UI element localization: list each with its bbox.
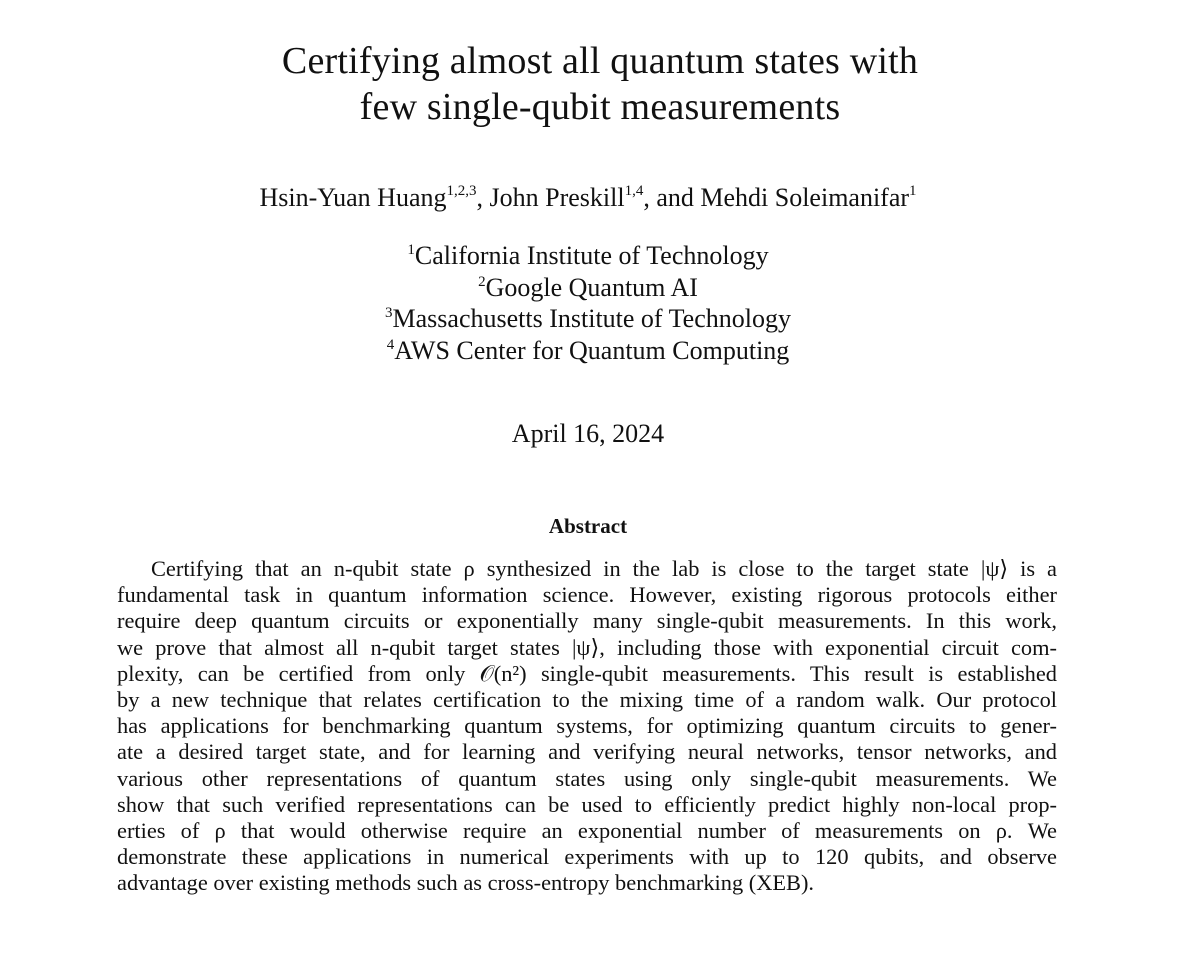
affiliation-name: California Institute of Technology: [414, 241, 769, 270]
paper-title: [0, 38, 1200, 130]
abstract-line: advantage over existing methods such as cross-entropy benchmarking (XEB).: [117, 870, 815, 896]
author-name: Hsin-Yuan Huang: [259, 183, 447, 212]
publication-date: April 16, 2024: [511, 419, 665, 448]
author-separator: ,: [476, 183, 490, 212]
author-affil-marks: 1,4: [624, 183, 644, 199]
author-name: John Preskill: [489, 183, 625, 212]
affiliation-item: [0, 272, 1176, 304]
affiliation-item: [0, 240, 1176, 272]
author-list: [0, 182, 1176, 214]
abstract-line: erties of ρ that would otherwise require an exponential number of measurements on ρ. We: [117, 817, 1057, 843]
abstract-line: ate a desired target state, and for learning and verifying neural networks, tensor networks, and: [117, 739, 1057, 765]
affiliation-mark: 2: [478, 273, 486, 290]
title-line-2: few single-qubit measurements: [359, 86, 841, 128]
abstract-line: has applications for benchmarking quantum systems, for optimizing quantum circuits to gener-: [117, 713, 1057, 739]
affiliation-name: Google Quantum AI: [485, 272, 698, 302]
abstract-body: [117, 556, 1057, 896]
abstract-line: require deep quantum circuits or exponentially many single-qubit measurements. In this work,: [117, 608, 1057, 634]
abstract-line: we prove that almost all n-qubit target states |ψ⟩, including those with exponential circuit com-: [117, 634, 1057, 660]
abstract-line: fundamental task in quantum information science. However, existing rigorous protocols either: [117, 582, 1057, 608]
affiliation-mark: 1: [407, 242, 415, 258]
affiliation-list: [0, 240, 1176, 366]
title-line-1: Certifying almost all quantum states with: [281, 40, 919, 82]
abstract-line: demonstrate these applications in numerical experiments with up to 120 qubits, and observe: [117, 844, 1057, 870]
abstract-heading: Abstract: [548, 514, 628, 538]
author-affil-marks: 1: [909, 183, 917, 199]
affiliation-name: Massachusetts Institute of Technology: [392, 304, 791, 333]
abstract-line: by a new technique that relates certification to the mixing time of a random walk. Our protocol: [117, 686, 1057, 712]
abstract-line: show that such verified representations can be used to efficiently predict highly non-local prop-: [117, 791, 1057, 817]
affiliation-mark: 3: [385, 305, 393, 321]
author-name: Mehdi Soleimanifar: [700, 183, 910, 212]
author-affil-marks: 1,2,3: [446, 183, 477, 199]
abstract-line: Certifying that an n-qubit state ρ synthesized in the lab is close to the target state |ψ⟩ is a: [151, 556, 1057, 581]
abstract-line: plexity, can be certified from only 𝒪(n²) single-qubit measurements. This result is established: [117, 660, 1057, 686]
author-separator: , and: [643, 183, 701, 212]
affiliation-name: AWS Center for Quantum Computing: [394, 335, 790, 365]
abstract-line: various other representations of quantum states using only single-qubit measurements. We: [117, 765, 1057, 791]
affiliation-item: [0, 303, 1176, 335]
affiliation-item: [0, 335, 1176, 367]
affiliation-mark: 4: [386, 336, 395, 353]
